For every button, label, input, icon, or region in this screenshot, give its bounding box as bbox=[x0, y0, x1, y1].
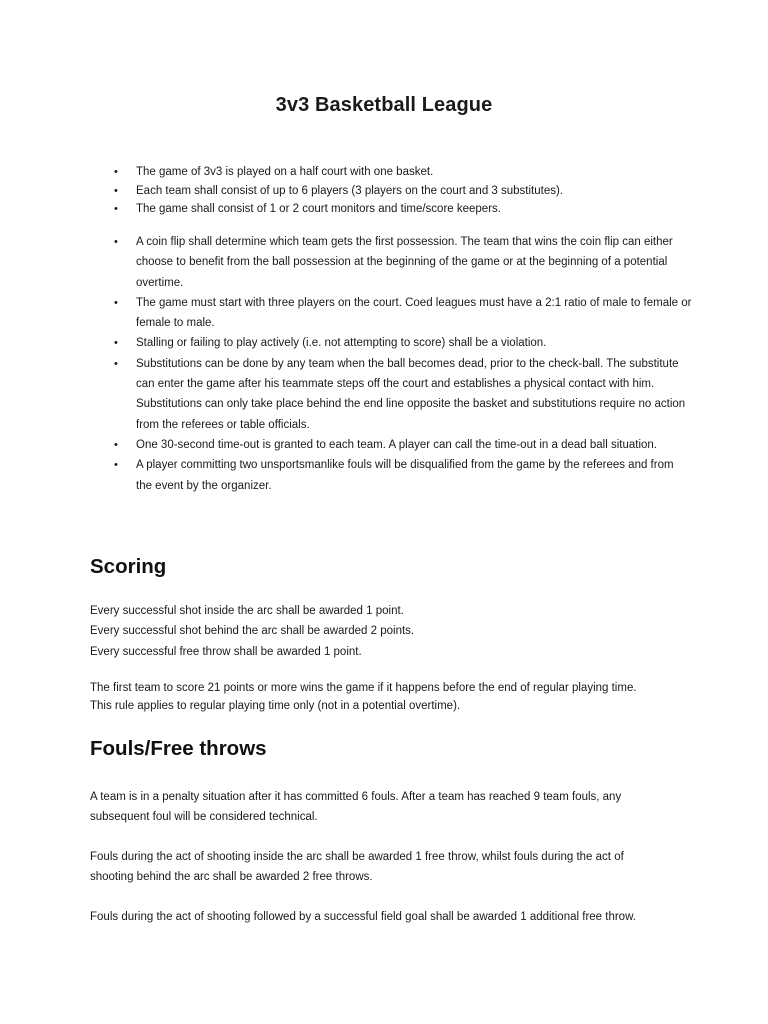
list-item-text: Substitutions can be done by any team when the ball becomes dead, prior to the check-ball. The substitute can enter the game after his teammate steps off the court and establishes a physical contact with him. Substitutions can only take place behind the end line opposite the basket and substitutions require no action from the referees or table officials. bbox=[136, 357, 686, 431]
paragraph-line: shooting behind the arc shall be awarded 2 free throws. bbox=[90, 871, 373, 884]
list-item-text: The game must start with three players on the court. Coed leagues must have a 2:1 ratio of male to female or female to male. bbox=[136, 296, 692, 330]
list-item bbox=[112, 293, 692, 334]
bullet-icon: • bbox=[114, 357, 118, 370]
list-item-text: Stalling or failing to play actively (i.e. not attempting to score) shall be a violation. bbox=[136, 337, 547, 350]
list-item bbox=[112, 354, 692, 435]
fouls-shooting-paragraph bbox=[90, 847, 690, 888]
list-item-text: A player committing two unsportsmanlike fouls will be disqualified from the game by the referees and from the event by the organizer. bbox=[136, 459, 674, 492]
list-item-text: One 30-second time-out is granted to each team. A player can call the time-out in a dead ball situation. bbox=[136, 438, 657, 451]
scoring-rule-paragraph bbox=[90, 680, 690, 715]
bullet-icon: • bbox=[114, 236, 118, 248]
rules-list-game bbox=[112, 232, 692, 496]
bullet-icon: • bbox=[114, 296, 118, 309]
document-title: 3v3 Basketball League bbox=[275, 94, 493, 116]
list-item bbox=[112, 200, 692, 219]
list-item bbox=[112, 182, 692, 201]
paragraph-line: Fouls during the act of shooting followed by a successful field goal shall be awarded 1 additional free throw. bbox=[90, 911, 636, 923]
fouls-field-goal-paragraph bbox=[90, 907, 690, 927]
bullet-icon: • bbox=[114, 166, 118, 178]
rules-list-basic bbox=[112, 163, 692, 219]
list-item-text: The game of 3v3 is played on a half court with one basket. bbox=[136, 166, 434, 178]
paragraph-line: The first team to score 21 points or more wins the game if it happens before the end of regular playing time. bbox=[90, 682, 637, 694]
paragraph-line: subsequent foul will be considered technical. bbox=[90, 811, 318, 824]
list-item-text: A coin flip shall determine which team gets the first possession. The team that wins the coin flip can either choose to benefit from the ball possession at the beginning of the game or at the beginning of a potential overtime. bbox=[136, 236, 673, 289]
paragraph-line: Every successful free throw shall be awarded 1 point. bbox=[90, 645, 362, 658]
paragraph-line: Every successful shot behind the arc shall be awarded 2 points. bbox=[90, 625, 415, 638]
list-item-text: The game shall consist of 1 or 2 court monitors and time/score keepers. bbox=[136, 203, 501, 216]
fouls-penalty-paragraph bbox=[90, 787, 690, 828]
bullet-icon: • bbox=[114, 438, 118, 451]
list-item bbox=[112, 232, 692, 293]
paragraph-line: Fouls during the act of shooting inside the arc shall be awarded 1 free throw, whilst fouls during the act of bbox=[90, 851, 624, 863]
list-item bbox=[112, 455, 692, 496]
scoring-points-paragraph bbox=[90, 601, 690, 662]
fouls-heading: Fouls/Free throws bbox=[90, 737, 267, 760]
paragraph-line: Every successful shot inside the arc shall be awarded 1 point. bbox=[90, 605, 404, 617]
bullet-icon: • bbox=[114, 184, 118, 197]
list-item-text: Each team shall consist of up to 6 players (3 players on the court and 3 substitutes). bbox=[136, 184, 564, 197]
scoring-heading: Scoring bbox=[90, 555, 167, 578]
bullet-icon: • bbox=[114, 337, 118, 350]
bullet-icon: • bbox=[114, 459, 118, 472]
paragraph-line: This rule applies to regular playing time only (not in a potential overtime). bbox=[90, 699, 461, 712]
list-item bbox=[112, 333, 692, 353]
paragraph-line: A team is in a penalty situation after it has committed 6 fouls. After a team has reached 9 team fouls, any bbox=[90, 791, 622, 803]
bullet-icon: • bbox=[114, 203, 118, 216]
list-item bbox=[112, 163, 692, 182]
list-item bbox=[112, 435, 692, 455]
